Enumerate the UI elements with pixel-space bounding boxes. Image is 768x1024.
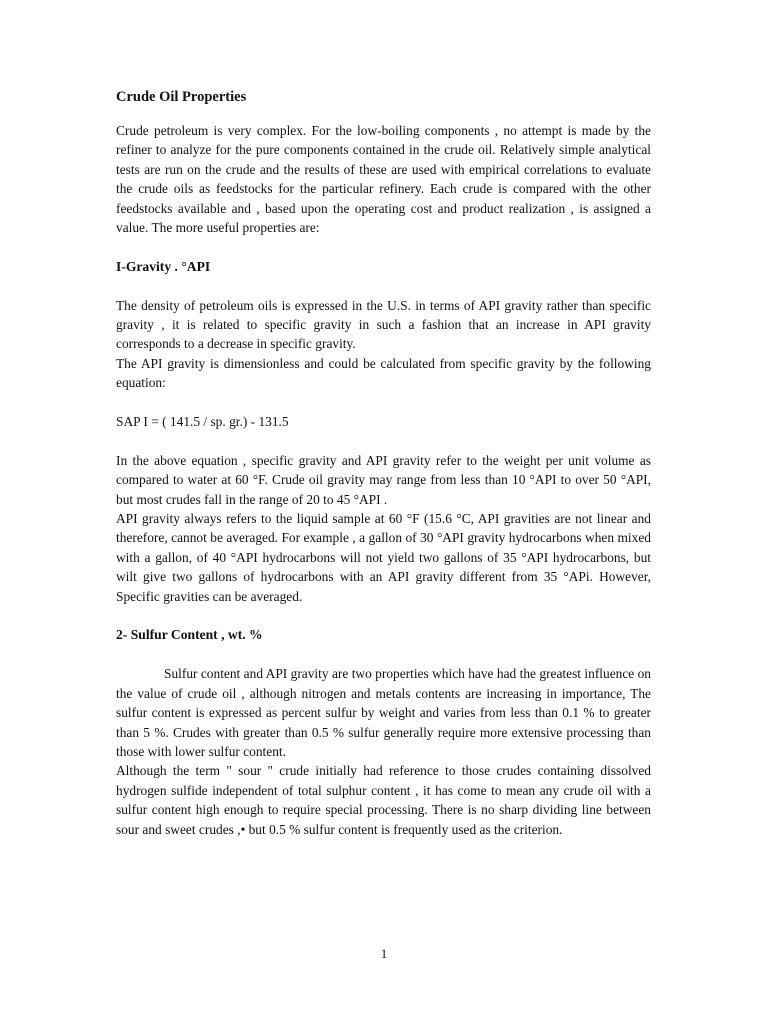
- intro-paragraph: Crude petroleum is very complex. For the low-boiling components , no attempt is made by the refiner to analyze for the pure components contained in the crude oil. Relatively simple analytical tests are run on the crude and the results of these are used with empirical correlations to evaluate the crude oils as feedstocks for the particular refinery. Each crude is compared with the other feedstocks available and , based upon the operating cost and product realization , is assigned a value. The more useful properties are:: [116, 123, 651, 236]
- api-equation: SAP I = ( 141.5 / sp. gr.) - 131.5: [116, 414, 289, 430]
- document-body: [116, 87, 651, 839]
- spacer: [116, 393, 651, 412]
- sulfur-paragraph-2: Although the term " sour " crude initially had reference to those crudes containing dissolved hydrogen sulfide independent of total sulphur content , it has come to mean any crude oil with a sulfur content high enough to require special processing. There is no sharp dividing line between sour and sweet crudes ,• but 0.5 % sulfur content is frequently used as the criterion.: [116, 763, 651, 837]
- spacer: [116, 431, 651, 450]
- gravity-paragraph-2: The API gravity is dimensionless and could be calculated from specific gravity by the following equation:: [116, 355, 651, 391]
- sulfur-paragraph-1: Sulfur content and API gravity are two properties which have had the greatest influence on the value of crude oil , although nitrogen and metals contents are increasing in importance, The sulfur content is expressed as percent sulfur by weight and varies from less than 0.1 % to greater than 5 %. Crudes with greater than 0.5 % sulfur generally require more extensive processing than those with lower sulfur content.: [116, 666, 651, 759]
- gravity-paragraph-3: In the above equation , specific gravity and API gravity refer to the weight per unit volume as compared to water at 60 °F. Crude oil gravity may range from less than 10 °API to over 50 °API, but most crudes fall in the range of 20 to 45 °API .: [116, 452, 651, 507]
- gravity-paragraph-4: API gravity always refers to the liquid sample at 60 °F (15.6 °C, API gravities are not linear and therefore, cannot be averaged. For example , a gallon of 30 °API gravity hydrocarbons when mixed with a gallon, of 40 °API hydrocarbons will not yield two gallons of 35 °API hydrocarbons, but wilt give two gallons of hydrocarbons with an API gravity different from 35 °APi. However, Specific gravities can be averaged.: [116, 511, 651, 604]
- spacer: [116, 645, 651, 664]
- section-heading-gravity: I-Gravity . °API: [116, 258, 211, 274]
- spacer: [116, 606, 651, 625]
- document-title: Crude Oil Properties: [116, 89, 247, 105]
- spacer: [116, 276, 651, 295]
- spacer: [116, 237, 651, 256]
- gravity-paragraph-1: The density of petroleum oils is expressed in the U.S. in terms of API gravity rather than specific gravity , it is related to specific gravity in such a fashion that an increase in API gravity corresponds to a decrease in specific gravity.: [116, 297, 651, 352]
- section-heading-sulfur: 2- Sulfur Content , wt. %: [116, 627, 263, 643]
- page-number: 1: [380, 946, 388, 961]
